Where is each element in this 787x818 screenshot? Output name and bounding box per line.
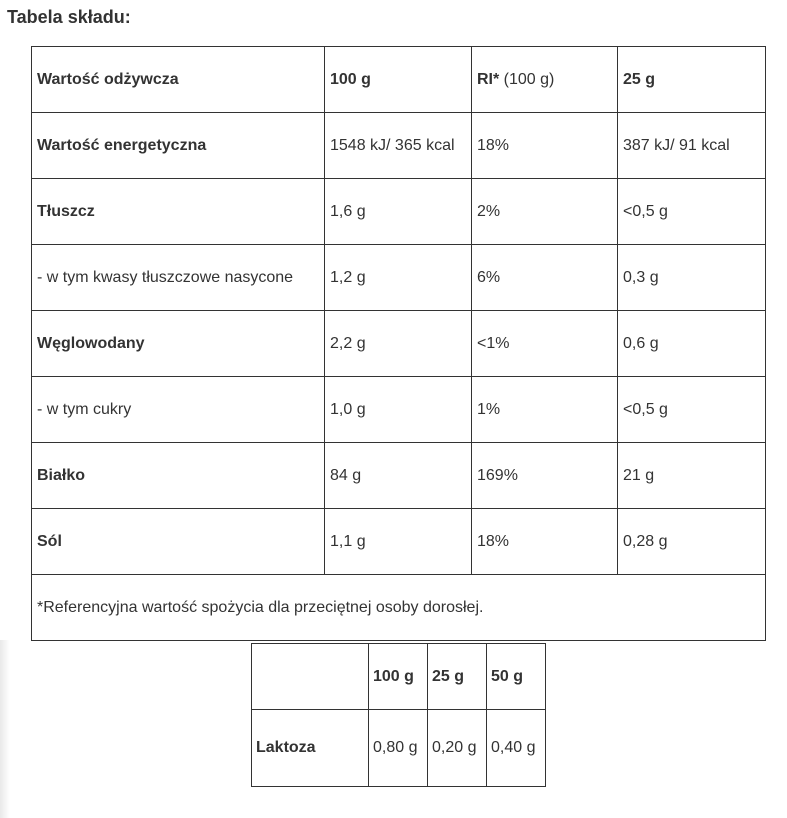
row-value-ri: 18% bbox=[472, 113, 618, 179]
table-row bbox=[32, 377, 766, 443]
row-value-25g: 387 kJ/ 91 kcal bbox=[618, 113, 766, 179]
row-value-100g: 84 g bbox=[325, 443, 472, 509]
table-row bbox=[32, 179, 766, 245]
lactose-header-50g: 50 g bbox=[487, 644, 546, 710]
row-label: Białko bbox=[32, 443, 325, 509]
header-100g: 100 g bbox=[325, 47, 472, 113]
page-title: Tabela składu: bbox=[7, 7, 131, 27]
row-value-100g: 2,2 g bbox=[325, 311, 472, 377]
lactose-header-row bbox=[252, 644, 546, 710]
header-nutrition-value: Wartość odżywcza bbox=[32, 47, 325, 113]
row-value-25g: <0,5 g bbox=[618, 377, 766, 443]
lactose-value-25g: 0,20 g bbox=[428, 710, 487, 787]
lactose-header-empty bbox=[252, 644, 369, 710]
lactose-value-100g: 0,80 g bbox=[369, 710, 428, 787]
row-label: Tłuszcz bbox=[32, 179, 325, 245]
footnote-row bbox=[32, 575, 766, 641]
row-value-100g: 1548 kJ/ 365 kcal bbox=[325, 113, 472, 179]
row-value-100g: 1,1 g bbox=[325, 509, 472, 575]
table-header-row bbox=[32, 47, 766, 113]
lactose-label: Laktoza bbox=[252, 710, 369, 787]
lactose-header-100g: 100 g bbox=[369, 644, 428, 710]
table-row bbox=[32, 113, 766, 179]
table-row bbox=[32, 509, 766, 575]
header-25g: 25 g bbox=[618, 47, 766, 113]
table-row bbox=[32, 311, 766, 377]
row-value-ri: 2% bbox=[472, 179, 618, 245]
row-value-ri: 1% bbox=[472, 377, 618, 443]
footnote: *Referencyjna wartość spożycia dla przeciętnej osoby dorosłej. bbox=[32, 575, 766, 641]
row-value-100g: 1,2 g bbox=[325, 245, 472, 311]
row-label: Sól bbox=[32, 509, 325, 575]
left-edge-shadow bbox=[0, 640, 10, 818]
row-label: - w tym kwasy tłuszczowe nasycone bbox=[32, 245, 325, 311]
row-label: Wartość energetyczna bbox=[32, 113, 325, 179]
nutrition-table bbox=[31, 46, 766, 641]
row-value-25g: 0,6 g bbox=[618, 311, 766, 377]
header-ri-unit: (100 g) bbox=[499, 70, 555, 88]
row-value-ri: 18% bbox=[472, 509, 618, 575]
row-label: - w tym cukry bbox=[32, 377, 325, 443]
lactose-header-25g: 25 g bbox=[428, 644, 487, 710]
lactose-row bbox=[252, 710, 546, 787]
row-value-25g: 0,3 g bbox=[618, 245, 766, 311]
row-value-25g: 21 g bbox=[618, 443, 766, 509]
row-value-ri: 169% bbox=[472, 443, 618, 509]
row-value-ri: <1% bbox=[472, 311, 618, 377]
row-value-100g: 1,6 g bbox=[325, 179, 472, 245]
table-row bbox=[32, 245, 766, 311]
header-ri bbox=[472, 47, 618, 113]
table-row bbox=[32, 443, 766, 509]
row-label: Węglowodany bbox=[32, 311, 325, 377]
lactose-table bbox=[251, 643, 546, 787]
row-value-25g: <0,5 g bbox=[618, 179, 766, 245]
header-ri-label: RI* bbox=[477, 70, 500, 88]
lactose-value-50g: 0,40 g bbox=[487, 710, 546, 787]
row-value-ri: 6% bbox=[472, 245, 618, 311]
row-value-25g: 0,28 g bbox=[618, 509, 766, 575]
row-value-100g: 1,0 g bbox=[325, 377, 472, 443]
